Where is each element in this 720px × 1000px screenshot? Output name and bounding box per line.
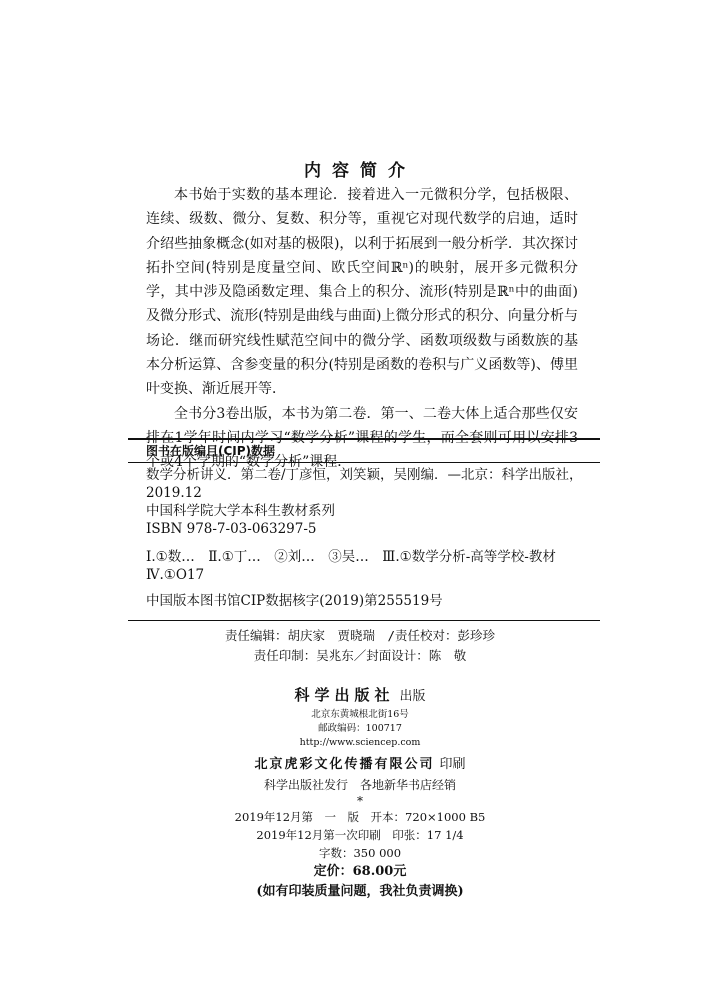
printer-suffix: 印刷	[439, 757, 466, 772]
price: 定价：68.00元	[313, 864, 407, 879]
cip-title-line-cont: 2019.12	[146, 485, 202, 501]
publisher-block	[0, 684, 720, 902]
cip-isbn: ISBN 978-7-03-063297-5	[146, 521, 317, 537]
edition-line: 2019年12月第 一 版 开本：720×1000 B5	[234, 810, 486, 824]
separator-star: *	[357, 794, 363, 808]
cip-series: 中国科学院大学本科生教材系列	[146, 503, 335, 519]
staff-line-editors: 责任编辑：胡庆家 贾晓瑞 /责任校对：彭珍珍	[224, 628, 496, 643]
intro-paragraph: 本书始于实数的基本理论．接着进入一元微积分学，包括极限、连续、级数、微分、复数、积分等，重视它对现代数学的启迪，适时介绍些抽象概念(如对基的极限)，以利于拓展到一般分析学．其次探讨拓扑空间(特别是度量空间、欧氏空间ℝⁿ)的映射，展开多元微积分学，其中涉及隐函数定理、集合上的积分、流形(特别是ℝⁿ中的曲面)及微分形式、流形(特别是曲线与曲面)上微分形式的积分、向量分析与场论．继而研究线性赋范空间中的微分学、函数项级数与函数族的基本分析运算、含参变量的积分(特别是函数的卷积与广义函数等)、傅里叶变换、渐近展开等．	[146, 187, 578, 398]
intro-text	[146, 183, 578, 475]
publisher-address: 北京东黄城根北街16号	[311, 709, 409, 720]
intro-paragraph: 全书分3卷出版，本书为第二卷．第一、二卷大体上适合那些仅安排在1学年时间内学习“数学分析”课程的学生，而全套则可用以安排3个或4个学期的“数学分析”课程．	[146, 405, 578, 471]
cip-bottom-rule	[128, 620, 600, 621]
cip-top-rule	[128, 438, 600, 440]
cip-body	[146, 466, 586, 610]
distribution: 科学出版社发行 各地新华书店经销	[263, 778, 456, 792]
publisher-suffix: 出版	[399, 689, 426, 704]
cip-classification-cont: Ⅳ.①O17	[146, 567, 205, 583]
publisher-website: http://www.sciencep.com	[299, 737, 421, 748]
intro-title: 内容简介	[304, 161, 416, 181]
publisher-name: 科学出版社	[294, 686, 395, 704]
cip-title-line: 数学分析讲义．第二卷/丁彦恒，刘笑颖，吴刚编．—北京：科学出版社，	[146, 467, 583, 483]
staff-line-printing: 责任印制：吴兆东／封面设计：陈 敬	[253, 648, 467, 663]
cip-number: 中国版本图书馆CIP数据核字(2019)第255519号	[146, 593, 443, 609]
staff-credits	[0, 626, 720, 666]
word-count: 字数：350 000	[318, 846, 402, 860]
cip-classification: Ⅰ.①数… Ⅱ.①丁… ②刘… ③吴… Ⅲ.①数学分析-高等学校-教材	[146, 549, 556, 565]
cip-heading-rule	[128, 462, 600, 463]
printer-name: 北京虎彩文化传播有限公司	[254, 757, 435, 772]
printing-line: 2019年12月第一次印刷 印张：17 1/4	[256, 828, 464, 842]
publisher-postcode: 邮政编码：100717	[318, 723, 402, 734]
quality-notice: (如有印装质量问题，我社负责调换)	[256, 884, 464, 899]
cip-heading: 图书在版编目(CIP)数据	[146, 444, 276, 458]
